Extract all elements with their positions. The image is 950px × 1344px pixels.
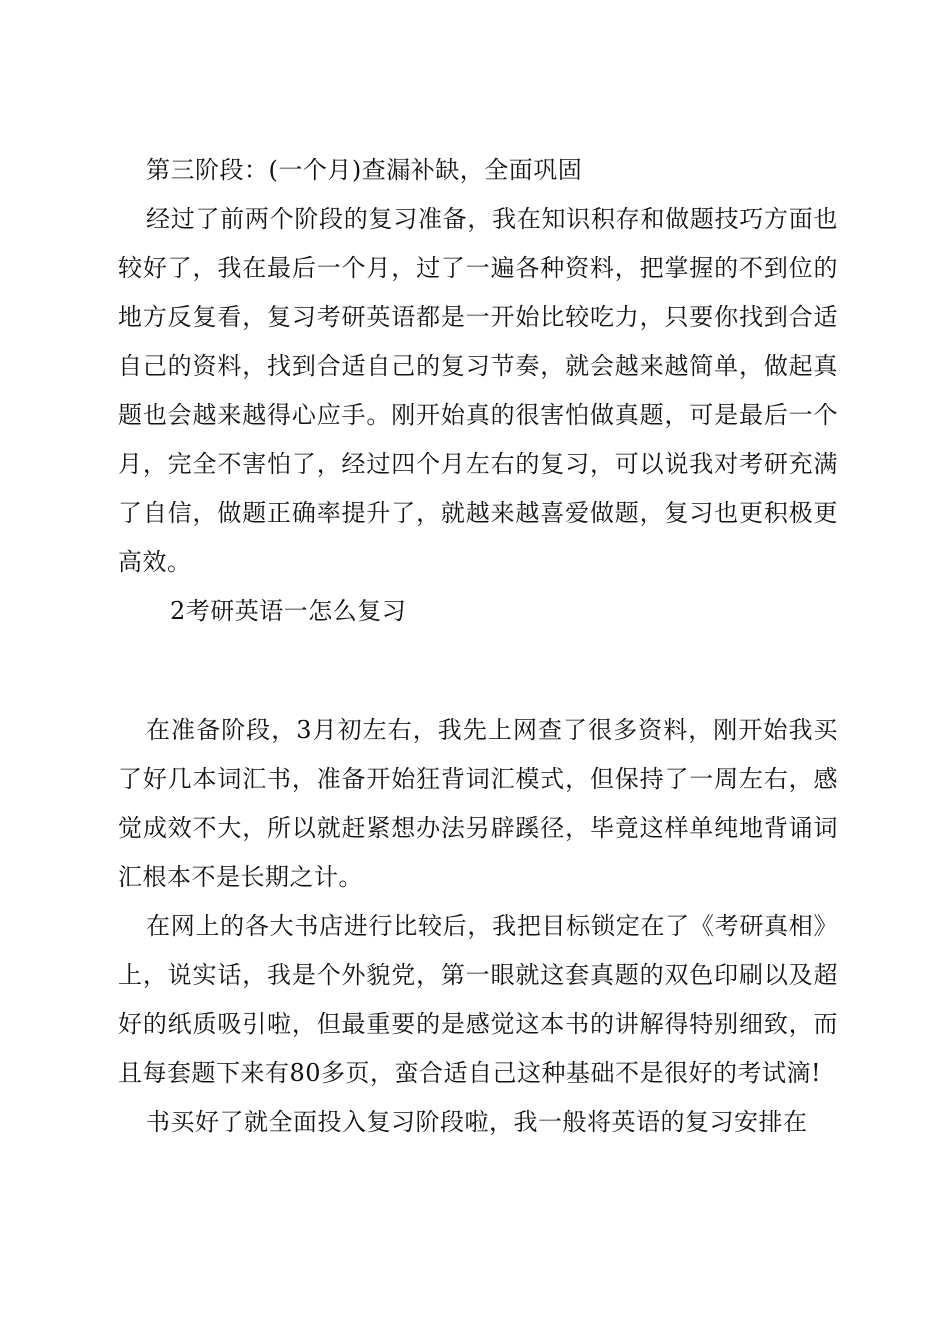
stage3-heading: 第三阶段：(一个月)查漏补缺，全面巩固 [146,156,583,184]
review-paragraph: 书买好了就全面投入复习阶段啦，我一般将英语的复习安排在 [146,1108,808,1136]
section-gap [118,636,838,706]
books-paragraph: 在网上的各大书店进行比较后，我把目标锁定在了《考研真相》上，说实话，我是个外貌党，第一眼就这套真题的双色印刷以及超好的纸质吸引啦，但最重要的是感觉这本书的讲解得特别细致，而且每套题下来有80多页，蛮合适自己这种基础不是很好的考试滴! [118,912,838,1087]
stage3-paragraph: 经过了前两个阶段的复习准备，我在知识积存和做题技巧方面也较好了，我在最后一个月，过了一遍各种资料，把掌握的不到位的地方反复看，复习考研英语都是一开始比较吃力，只要你找到合适自己的资料，找到合适自己的复习节奏，就会越来越简单，做起真题也会越来越得心应手。刚开始真的很害怕做真题，可是最后一个月，完全不害怕了，经过四个月左右的复习，可以说我对考研充满了自信，做题正确率提升了，就越来越喜爱做题，复习也更积极更高效。 [118,205,838,576]
section-title: 2考研英语一怎么复习 [170,597,407,625]
document-body [118,146,838,1147]
prep-paragraph: 在准备阶段，3月初左右，我先上网查了很多资料，刚开始我买了好几本词汇书，准备开始狂背词汇模式，但保持了一周左右，感觉成效不大，所以就赶紧想办法另辟蹊径，毕竟这样单纯地背诵词汇根本不是长期之计。 [118,716,838,891]
